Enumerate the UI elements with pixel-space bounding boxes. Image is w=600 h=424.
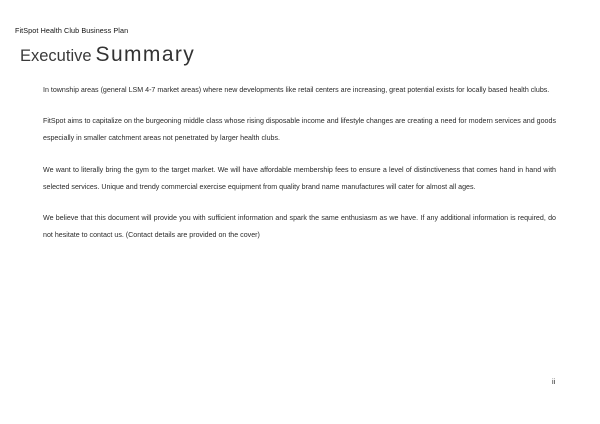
paragraph-closing: We believe that this document will provide you with sufficient information and spark the same enthusiasm as we have. If any additional information is required, do not hesitate to contact us. (Contact details are provided on the cover) <box>43 214 556 240</box>
section-heading-light: Executive <box>20 47 92 65</box>
section-heading <box>20 44 195 65</box>
paragraph-target-market: We want to literally bring the gym to the target market. We will have affordable membership fees to ensure a level of distinctiveness that comes hand in hand with selected services. Unique and trendy commercial exercise equipment from quality brand name manufactures will cater for almost all ages. <box>43 165 556 191</box>
running-header: FitSpot Health Club Business Plan <box>15 26 129 35</box>
body-content <box>43 82 556 258</box>
section-heading-bold: Summary <box>95 43 196 66</box>
page-number: ii <box>552 377 556 386</box>
paragraph-aims: FitSpot aims to capitalize on the burgeoning middle class whose rising disposable income and lifestyle changes are creating a need for modern services and goods especially in smaller catchment areas not penetrated by larger health clubs. <box>43 117 556 143</box>
paragraph-intro: In township areas (general LSM 4-7 market areas) where new developments like retail centers are increasing, great potential exists for locally based health clubs. <box>43 86 550 94</box>
